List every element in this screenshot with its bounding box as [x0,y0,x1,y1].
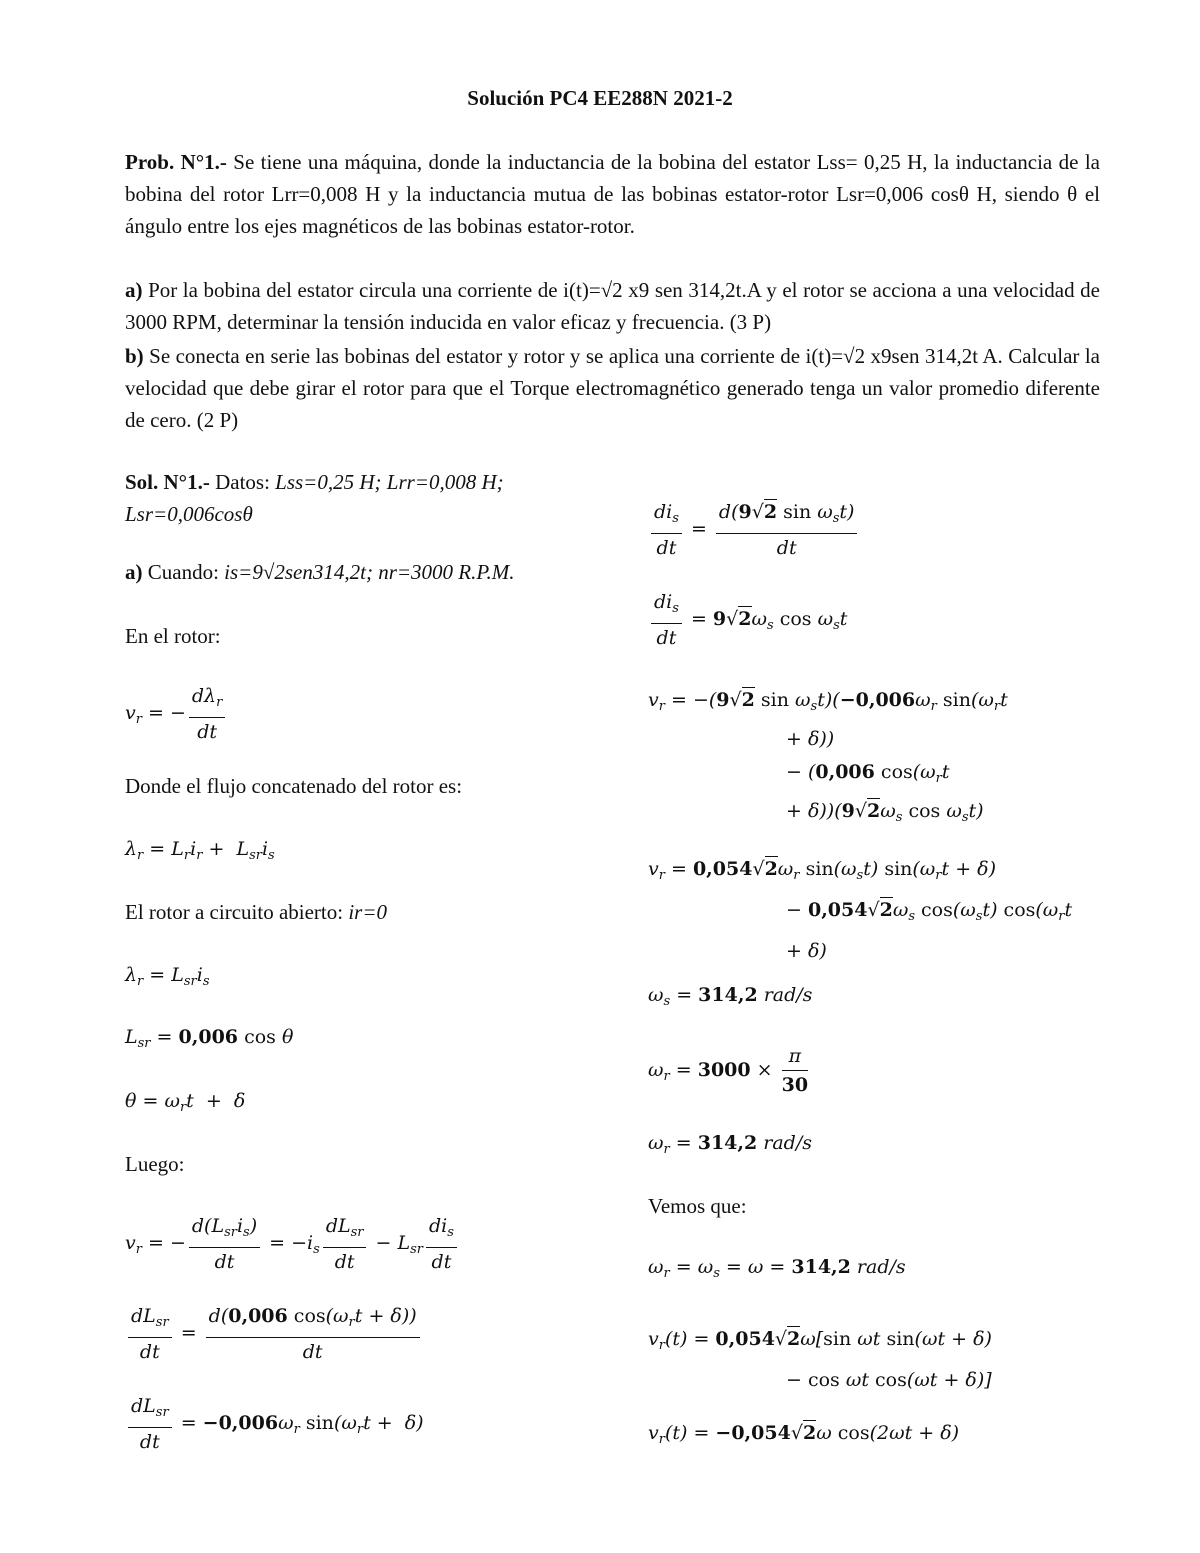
part-a-text: Por la bobina del estator circula una corriente de i(t)=√2 x9 sen 314,2t.A y el rotor se acciona a una velocidad de 3000 RPM, determinar la tensión inducida en valor eficaz y frecuencia. (3 P) [125,278,1100,334]
abierto-text: El rotor a circuito abierto: [125,900,344,924]
flujo-text: Donde el flujo concatenado del rotor es: [125,774,463,798]
solution-label: Sol. N°1.- [125,470,210,494]
part-a-statement [125,274,1100,338]
en-rotor-text: En el rotor: [125,624,221,648]
cuando-label: Cuando: [142,560,219,584]
abierto-value: ir=0 [348,900,388,924]
eq-wr-calc: $\omega_r = 3000$ × $\frac{\pi}{30}$ [648,1042,811,1099]
case-a-label: a) [125,560,143,584]
solution-data [125,466,585,530]
part-a-label: a) [125,278,143,302]
eq-lsr: $L_{sr} = 0,006$ cos θ [125,1026,294,1051]
eq-lambda-lsr: $\lambda_r = L_{sr}i_s$ [125,964,210,989]
part-b-text: Se conecta en serie las bobinas del estator y rotor y se aplica una corriente de i(t)=√2 x9sen 314,2t A. Calcular la velocidad que debe girar el rotor para que el Torque electromagnético generado tenga un valor promedio diferente de cero. (2 P) [125,344,1100,432]
abierto-line [125,900,387,925]
eq-w-equal: $\omega_r = \omega_s = \omega = 314,2$ rad/s [648,1256,906,1281]
eq-vr-flux: $v_r$ = − $\frac{d\lambda_r}{dt}$ [125,682,228,746]
eq-theta: $\theta = \omega_rt + \delta$ [125,1090,246,1115]
problem-statement [125,146,1100,242]
problem-text: Se tiene una máquina, donde la inductancia de la bobina del estator Lss= 0,25 H, la inductancia de la bobina del rotor Lrr=0,008 H y la inductancia mutua de las bobinas estator-rotor Lsr=0,006 cosθ H, siendo θ el ángulo entre los ejes magnéticos de las bobinas estator-rotor. [125,150,1100,238]
part-b-label: b) [125,344,144,368]
eq-dis-result: $\frac{di_s}{dt}$ = $9√2\omega_s$ $\cos \omega_st$ [648,588,847,652]
problem-label: Prob. N°1.- [125,150,227,174]
part-b-statement [125,340,1100,436]
eq-dis-dt: $\frac{di_s}{dt}$ = $\frac{d(9√2 \sin \omega_st)}{dt}$ [648,498,860,562]
datos-label: Datos: [209,470,270,494]
vemos-text: Vemos que: [648,1194,747,1218]
datos-values: Lss=0,25 H; Lrr=0,008 H; [275,470,504,494]
datos-values-2: Lsr=0,006cosθ [125,502,253,526]
eq-vr-t: $v_r(t) = 0,054√2\omega[\sin$ ωt sin(ωt + δ) − cos ωt cos(ωt + δ)] [648,1328,992,1391]
eq-wr: $\omega_r = 314,2$ rad/s [648,1132,812,1157]
eq-ws: $\omega_s = 314,2$ rad/s [648,984,813,1009]
eq-lambda-r: $\lambda_r = L_ri_r + L_{sr}i_s$ [125,838,275,863]
eq-vr-derivative: $v_r$ = − $\frac{d(L_{sr}i_s)}{dt}$ = $-i_s$ $\frac{dL_{sr}}{dt}$ − $L_{sr}$ $\frac{di_s}{dt}$ [125,1212,460,1276]
eq-vr-final: $v_r(t) = -0,054√2\omega$ cos(2ωt + δ) [648,1422,960,1447]
case-a-line [125,560,514,585]
luego-text: Luego: [125,1152,185,1176]
page-title: Solución PC4 EE288N 2021-2 [467,86,733,110]
eq-vr-simplified: $v_r = 0,054√2\omega_r$ $\sin(\omega_st) \sin(\omega_rt + \delta)$ − $0,054√2\omega_s$ $\cos(\omega_st)$ $\cos(\omega_rt$ + δ) [648,858,1073,962]
eq-dlsr-result: $\frac{dL_{sr}}{dt}$ = $-0,006\omega_r$ $\sin(\omega_rt + \delta)$ [125,1392,424,1456]
eq-dlsr-dt: $\frac{dL_{sr}}{dt}$ = $\frac{d(0,006 \cos(\omega_rt + \delta))}{dt}$ [125,1302,423,1366]
eq-vr-expanded: $v_r = -(9√2$ $\sin \omega_st)(-0,006\omega_r$ $\sin(\omega_rt$ + δ)) − (0,006 $\cos(\omega_rt$ + $\delta))(9√2\omega_s$ $\cos \omega_st$) [648,689,1008,825]
cuando-values: is=9√2sen314,2t; nr=3000 R.P.M. [224,560,515,584]
